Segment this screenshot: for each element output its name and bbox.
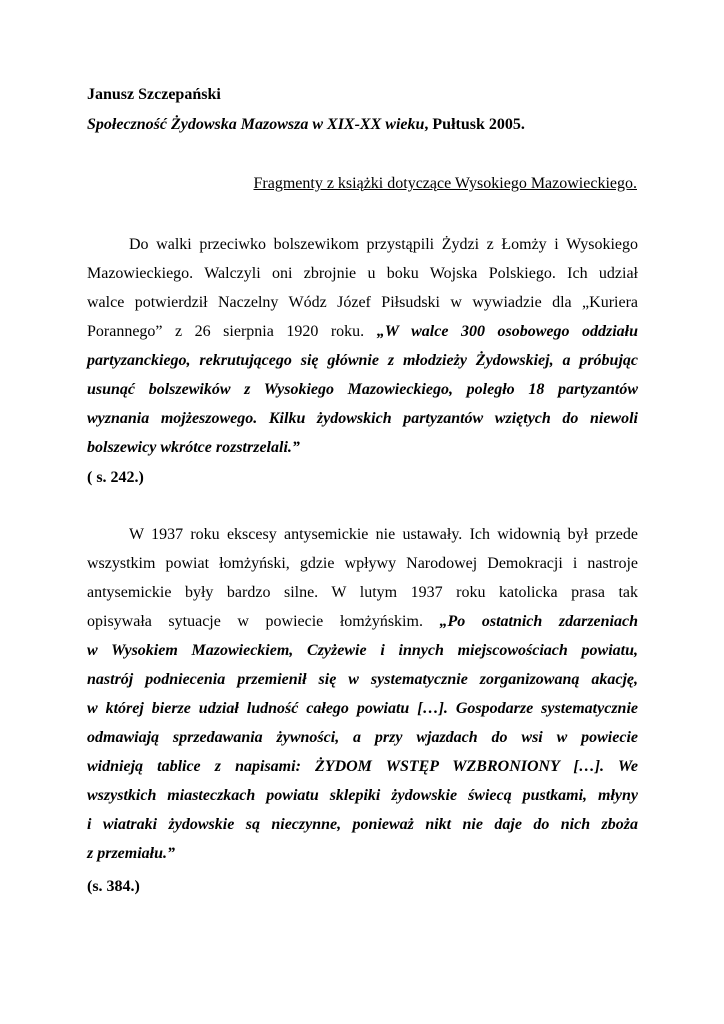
quote-line: odmawiają sprzedawania żywności, a przy wjazdach do wsi w powiecie — [87, 729, 638, 746]
quote-line: widnieją tablice z napisami: ŻYDOM WSTĘP WZBRONIONY […]. We — [87, 758, 638, 775]
quote-line: usunąć bolszewików z Wysokiego Mazowieckiego, poległo 18 partyzantów — [87, 381, 638, 398]
paragraph-1 — [87, 230, 638, 462]
paragraph-line — [87, 317, 638, 346]
paragraph-line: antysemickie były bardzo silne. W lutym 1937 roku katolicka prasa tak — [87, 584, 638, 601]
author-name: Janusz Szczepański — [87, 86, 221, 103]
quote-line: wszystkich miasteczkach powiatu sklepiki żydowskie świecą pustkami, młyny — [87, 787, 638, 804]
paragraph-line: walce potwierdził Naczelny Wódz Józef Piłsudski w wywiadzie dla „Kuriera — [87, 294, 638, 311]
quote-line: nastrój podniecenia przemienił się w systematycznie zorganizowaną akację, — [87, 671, 638, 688]
book-publication: , Pułtusk 2005. — [424, 116, 525, 133]
quote-text: „W walce 300 osobowego oddziału — [376, 323, 639, 340]
quote-line: wyznania mojżeszowego. Kilku żydowskich partyzantów wziętych do niewoli — [87, 410, 638, 427]
quote-line: w Wysokiem Mazowieckiem, Czyżewie i innych miejscowościach powiatu, — [87, 642, 638, 659]
paragraph-line: W 1937 roku ekscesy antysemickie nie ustawały. Ich widownią był przede — [129, 526, 638, 543]
paragraph-line: wszystkim powiat łomżyński, gdzie wpływy Narodowej Demokracji i nastroje — [87, 555, 638, 572]
quote-line: bolszewicy wkrótce rozstrzelali.” — [87, 439, 300, 456]
book-citation — [87, 114, 525, 136]
paragraph-text: opisywała sytuacje w powiecie łomżyńskim. — [87, 613, 440, 630]
quote-line: z przemiału.” — [87, 845, 176, 862]
paragraph-line: Mazowieckiego. Walczyli oni zbrojnie u boku Wojska Polskiego. Ich udział — [87, 265, 638, 282]
page-reference-1: ( s. 242.) — [87, 469, 144, 486]
section-subtitle: Fragmenty z książki dotyczące Wysokiego Mazowieckiego. — [253, 175, 637, 192]
quote-line: w której bierze udział ludność całego powiatu […]. Gospodarze systematycznie — [87, 700, 638, 717]
book-title: Społeczność Żydowska Mazowsza w XIX-XX wieku — [87, 116, 425, 133]
page-reference-2: (s. 384.) — [87, 878, 140, 895]
paragraph-text: Porannego” z 26 sierpnia 1920 roku. — [87, 323, 377, 340]
paragraph-2 — [87, 520, 638, 868]
paragraph-line: Do walki przeciwko bolszewikom przystąpili Żydzi z Łomży i Wysokiego — [129, 236, 638, 253]
quote-line: partyzanckiego, rekrutującego się głównie z młodzieży Żydowskiej, a próbując — [87, 352, 638, 369]
paragraph-line — [87, 607, 638, 636]
quote-line: i wiatraki żydowskie są nieczynne, ponieważ nikt nie daje do nich zboża — [87, 816, 638, 833]
quote-text: „Po ostatnich zdarzeniach — [439, 613, 638, 630]
